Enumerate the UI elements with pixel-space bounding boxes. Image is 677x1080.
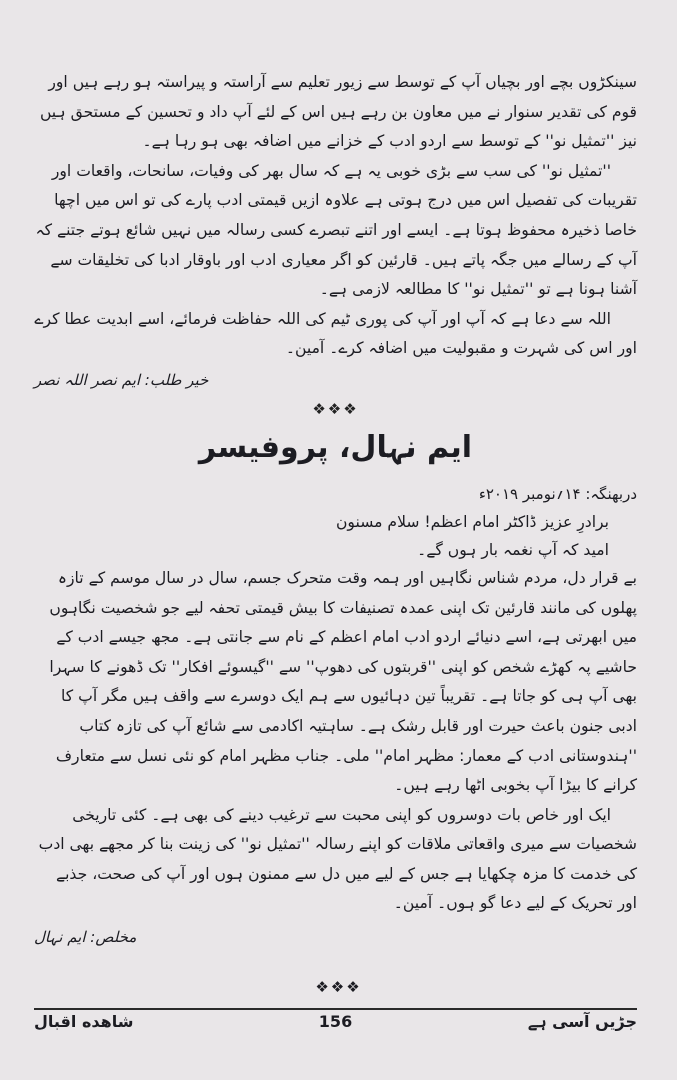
page-number: 156 [318, 1012, 353, 1031]
greeting: امید کہ آپ نغمہ بار ہوں گے۔ [417, 540, 609, 559]
paragraph: بے قرار دل، مردم شناس نگاہیں اور ہمہ وقت متحرک جسم، سال در سال موسم کے تازہ پھلوں کی مانند قارئین تک اپنی عمدہ تصنیفات کا بیش قیمتی تحفہ لیے جو شخصیت نگاہوں میں ابھرتی ہے، اسے دنیائے اردو ادب امام اعظم کے نام سے جانتی ہے۔ مجھ جیسے ادب کے حاشیے پہ کھڑے شخص کو اپنی ''قربتوں کی دھوپ'' سے ''گیسوئے افکار'' تک ڈھونے کا سہرا بھی آپ ہی کو جاتا ہے۔ تقریباً تین دہائیوں سے ہم ایک دوسرے سے واقف ہیں مگر آپ کا ادبی جنون باعث حیرت اور قابل رشک ہے۔ ساہتیہ اکادمی سے شائع آپ کی تازہ کتاب ''ہندوستانی ادب کے معمار: مظہر امام'' ملی۔ جناب مظہر امام کو نئی نسل سے متعارف کرانے کا بیڑا آپ بخوبی اٹھا رہے ہیں۔ [49, 568, 637, 795]
signature: خیر طلب: ایم نصر اللہ نصر [34, 370, 209, 389]
bottom-ornament: ❖❖❖ [315, 978, 362, 996]
footer-divider [34, 1008, 637, 1010]
section-ornament: ❖❖❖ [312, 399, 359, 418]
letter-heading: ایم نہال، پروفیسر [198, 429, 473, 465]
letter-nihal [34, 428, 637, 951]
page-footer [34, 1012, 637, 1040]
paragraph: سینکڑوں بچے اور بچیاں آپ کے توسط سے زیور تعلیم سے آراستہ و پیراستہ ہو رہے ہیں اور قوم کی تقدیر سنوار نے میں معاون بن رہے ہیں اس کے لئے آپ داد و تحسین کے مستحق ہیں نیز ''تمثیل نو'' کے توسط سے اردو ادب کے خزانے میں اضافہ بھی ہو رہا ہے۔ [39, 73, 637, 151]
paragraph: ایک اور خاص بات دوسروں کو اپنی محبت سے ترغیب دینے کی بھی ہے۔ کئی تاریخی شخصیات سے میری واقعاتی ملاقات کو اپنے رسالہ ''تمثیل نو'' کی زینت بنا کر مجھے بھی ادب کی خدمت کا مزہ چکھایا ہے جس کے لیے میں دل سے ممنون ہوں اور آپ کی صحت، جذبے اور تحریک کے لیے دعا گو ہوں۔ آمین۔ [38, 805, 637, 913]
signature: مخلص: ایم نہال [34, 928, 137, 947]
footer-author: شاهده اقبال [34, 1012, 134, 1031]
salutation: برادرِ عزیز ڈاکٹر امام اعظم! سلام مسنون [335, 512, 609, 531]
footer-book-title: جڑیں آسی ہے [527, 1012, 637, 1031]
paragraph: اللہ سے دعا ہے کہ آپ اور آپ کی پوری ٹیم کی اللہ حفاظت فرمائے، اسے ابدیت عطا کرے اور اس کی شہرت و مقبولیت میں اضافہ کرے۔ آمین۔ [34, 309, 637, 358]
dateline: دربھنگہ: ۱۴؍نومبر ۲۰۱۹ء [478, 484, 637, 503]
paragraph: ''تمثیل نو'' کی سب سے بڑی خوبی یہ ہے کہ سال بھر کی وفیات، سانحات، واقعات اور تقریبات کی تفصیل اس میں درج ہوتی ہے علاوہ ازیں قیمتی ادب پارے کی تو اس میں اچھا خاصا ذخیرہ محفوظ ہوتا ہے۔ ایسے اور اتنے تبصرے کسی رسالہ میں نہیں شائع ہوتے جتنے کہ آپ کے رسالے میں جگہ پاتے ہیں۔ قارئین کو اگر معیاری ادب اور باوقار ادبا کی تخلیقات سے آشنا ہونا ہے تو ''تمثیل نو'' کا مطالعہ لازمی ہے۔ [35, 161, 637, 299]
letter-continuation [34, 68, 637, 394]
